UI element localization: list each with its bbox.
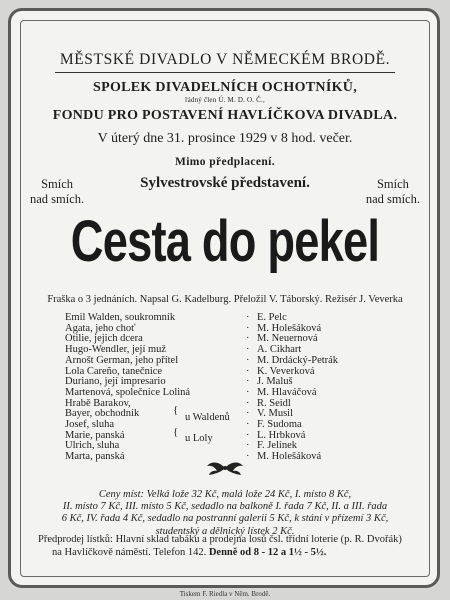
cast-actor: L. Hrbková [257, 429, 306, 441]
cast-dot: · [246, 440, 250, 452]
theatre-name: MĚSTSKÉ DIVADLO V NĚMECKÉM BRODĚ. [59, 51, 391, 68]
floral-ornament-icon [205, 459, 245, 477]
presale-line-1: Předprodej lístků: Hlavní sklad tabáku a prodejna losů čsl. třídní loterie (p. R. Dvořák) [38, 534, 402, 545]
brace-group-1: { [173, 404, 179, 416]
cast-role: Ulrich, sluha [65, 440, 120, 452]
cast-role: Marie, panská [65, 429, 125, 441]
cast-actor: V. Musil [257, 408, 293, 420]
date-line: V úterý dne 31. prosince 1929 v 8 hod. večer. [97, 131, 353, 146]
cast-actor: A. Cikhart [257, 344, 302, 356]
cast-actor: J. Maluš [257, 376, 293, 388]
presale-line-2-text: na Havlíčkově náměstí. Telefon 142. [52, 547, 207, 558]
title-rule [55, 72, 395, 73]
cast-dot: · [246, 451, 250, 463]
cast-role: Hrabě Barakov, [65, 397, 131, 409]
cast-role: Lola Careño, tanečnice [65, 365, 163, 377]
cast-actor: F. Sudoma [257, 419, 302, 430]
cast-role: Josef, sluha [65, 419, 114, 430]
side-note-left-line1: Smích [41, 177, 74, 191]
cast-actor: F. Jelínek [257, 440, 297, 452]
prices-line-1: Ceny míst: Velká lože 32 Kč, malá lože 24 Kč, I. místo 8 Kč, [98, 489, 352, 500]
cast-dot: · [246, 312, 250, 323]
group-waldens-label: u Waldenů [185, 412, 230, 423]
play-title: Cesta do pekel [70, 209, 380, 274]
cast-actor: M. Hlaváčová [257, 386, 317, 398]
brace-group-2: { [173, 426, 179, 438]
cast-actor: R. Seidl [257, 397, 291, 409]
cast-dot: · [246, 344, 250, 356]
cast-role: Arnošt German, jeho přítel [65, 354, 179, 366]
printer-credit: Tiskem F. Riedla v Něm. Brodě. [179, 590, 271, 598]
side-note-left-line2: nad smích. [30, 192, 85, 206]
prices-line-2: II. místo 7 Kč, III. místo 5 Kč, sedadlo na balkoně I. řada 7 Kč, II. a III. řada [62, 501, 388, 513]
society-name: SPOLEK DIVADELNÍCH OCHOTNÍKŮ, [93, 80, 357, 95]
side-note-right-line2: nad smích. [365, 192, 420, 206]
fund-name: FONDU PRO POSTAVENÍ HAVLÍČKOVA DIVADLA. [52, 108, 398, 123]
cast-dot: · [246, 429, 250, 441]
cast-dot: · [246, 333, 250, 345]
prices-line-4: studentský a dělnický lístek 2 Kč. [155, 525, 295, 537]
cast-dot: · [246, 408, 250, 420]
side-note-right-line1: Smích [376, 177, 409, 191]
cast-actor: E. Pelc [257, 312, 287, 323]
cast-role: Otilie, jejich dcera [65, 333, 143, 345]
membership-note: řádný člen Ú. M. D. O. Č., [185, 96, 265, 104]
cast-actor: M. Holešáková [257, 451, 322, 463]
cast-actor: M. Drdácký-Petrák [257, 354, 339, 366]
cast-role: Agata, jeho choť [65, 322, 136, 334]
presale-info [38, 533, 418, 559]
presale-line-2 [38, 546, 418, 559]
subscription-note: Mimo předplacení. [174, 156, 276, 168]
performance-type: Sylvestrovské představení. [140, 175, 310, 191]
cast-role: Duriano, její impresario [65, 376, 166, 388]
cast-role: Martenová, společnice Loliná [65, 386, 191, 398]
cast-actor: M. Holešáková [257, 322, 322, 334]
prices-block [0, 489, 450, 538]
presale-hours: Denně od 8 - 12 a 1½ - 5½. [208, 547, 327, 558]
cast-role: Bayer, obchodník [65, 408, 140, 420]
cast-dot: · [246, 365, 250, 377]
cast-dot: · [246, 354, 250, 366]
cast-dot: · [246, 397, 250, 409]
cast-dot: · [246, 322, 250, 334]
cast-role: Emil Walden, soukromník [65, 312, 176, 323]
group-lola-label: u Loly [185, 433, 213, 444]
cast-role: Hugo-Wendler, její muž [65, 344, 167, 356]
prices-line-3: 6 Kč, IV. řada 4 Kč, sedadlo na postranní galerii 5 Kč, k stání v přízemí 3 Kč, [61, 513, 389, 525]
cast-actor: M. Neuernová [257, 333, 318, 345]
cast-dot: · [246, 386, 250, 398]
cast-role: Marta, panská [65, 451, 125, 463]
cast-dot: · [246, 419, 250, 430]
cast-actor: K. Veverková [257, 365, 315, 377]
cast-dot: · [246, 376, 250, 388]
credits-line: Fraška o 3 jednáních. Napsal G. Kadelburg. Přeložil V. Táborský. Režisér J. Veverka [47, 294, 403, 305]
